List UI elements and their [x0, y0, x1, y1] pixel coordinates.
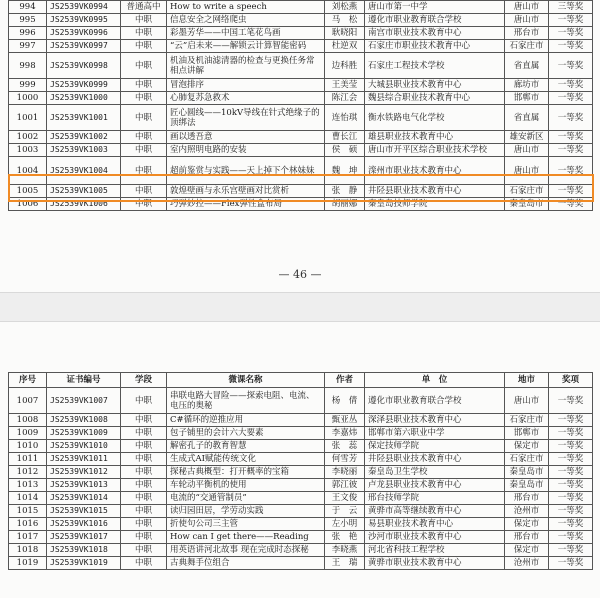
cell-stage: 普通高中 [121, 1, 167, 14]
cell-title: 信息安全之网络爬虫 [167, 14, 325, 27]
table-row [9, 505, 593, 518]
cell-unit: 易县职业技术教育中心 [365, 518, 505, 531]
cell-author: 郭江彼 [325, 479, 365, 492]
table-row [9, 105, 593, 131]
cell-no: 1018 [9, 544, 47, 557]
cell-cert: JS2539VK1004 [47, 157, 121, 185]
cell-unit: 深泽县职业技术教育中心 [365, 414, 505, 427]
cell-unit: 遵化市职业教育联合学校 [365, 14, 505, 27]
cell-unit: 南宫市职业技术教育中心 [365, 27, 505, 40]
cell-title: 匠心圆线——10kV导线在针式绝缘子的顶绑法 [167, 105, 325, 131]
cell-author: 李嘉炜 [325, 427, 365, 440]
table-row [9, 198, 593, 211]
cell-stage: 中职 [121, 479, 167, 492]
cell-title: 包子铺里的会计六大要素 [167, 427, 325, 440]
cell-cert: JS2539VK1008 [47, 414, 121, 427]
table-row [9, 544, 593, 557]
table-row [9, 479, 593, 492]
cell-no: 1015 [9, 505, 47, 518]
cell-cert: JS2539VK1019 [47, 557, 121, 570]
cell-no: 1009 [9, 427, 47, 440]
cell-title: 生成式AI赋能传统文化 [167, 453, 325, 466]
cell-city: 唐山市 [505, 144, 549, 157]
cell-author: 马 松 [325, 14, 365, 27]
document-page-lower [0, 322, 600, 598]
cell-author: 王美莹 [325, 79, 365, 92]
cell-cert: JS2539VK1012 [47, 466, 121, 479]
cell-no: 999 [9, 79, 47, 92]
cell-no: 997 [9, 40, 47, 53]
cell-title: 探秘古典概型：打开概率的宝箱 [167, 466, 325, 479]
cell-author: 曹长江 [325, 131, 365, 144]
cell-cert: JS2539VK1010 [47, 440, 121, 453]
cell-stage: 中职 [121, 53, 167, 79]
cell-award: 一等奖 [549, 131, 593, 144]
cell-city: 邢台市 [505, 531, 549, 544]
cell-unit: 滦州市职业技术教育中心 [365, 157, 505, 185]
cell-award: 一等奖 [549, 414, 593, 427]
cell-no: 1013 [9, 479, 47, 492]
cell-unit: 黄骅市高等继续教育中心 [365, 505, 505, 518]
cell-author: 张 静 [325, 185, 365, 198]
cell-city: 石家庄市 [505, 453, 549, 466]
cell-title: 巧弹妙控——Flex弹性盒布局 [167, 198, 325, 211]
table-row [9, 531, 593, 544]
cell-no: 1019 [9, 557, 47, 570]
header-city: 地市 [505, 373, 549, 388]
cell-city: 唐山市 [505, 157, 549, 185]
cell-unit: 大城县职业技术教育中心 [365, 79, 505, 92]
cell-award: 一等奖 [549, 144, 593, 157]
cell-city: 唐山市 [505, 14, 549, 27]
cell-stage: 中职 [121, 453, 167, 466]
cell-cert: JS2539VK0995 [47, 14, 121, 27]
cell-author: 边科胜 [325, 53, 365, 79]
cell-author: 魏 坤 [325, 157, 365, 185]
cell-stage: 中职 [121, 388, 167, 414]
cell-title: 室内照明电路的安装 [167, 144, 325, 157]
cell-city: 石家庄市 [505, 185, 549, 198]
page-separator [0, 292, 600, 322]
page-number: — 46 — [278, 268, 322, 281]
cell-stage: 中职 [121, 466, 167, 479]
cell-cert: JS2539VK1009 [47, 427, 121, 440]
cell-award: 一等奖 [549, 427, 593, 440]
cell-author: 于 云 [325, 505, 365, 518]
cell-award: 一等奖 [549, 198, 593, 211]
table-row [9, 492, 593, 505]
table-row [9, 40, 593, 53]
cell-title: 解密孔子的教育智慧 [167, 440, 325, 453]
cell-cert: JS2539VK1005 [47, 185, 121, 198]
table-row [9, 53, 593, 79]
cell-author: 张 艳 [325, 531, 365, 544]
cell-stage: 中职 [121, 518, 167, 531]
cell-stage: 中职 [121, 27, 167, 40]
cell-cert: JS2539VK1001 [47, 105, 121, 131]
cell-unit: 秦皇岛技师学院 [365, 198, 505, 211]
cell-no: 1007 [9, 388, 47, 414]
cell-city: 保定市 [505, 544, 549, 557]
cell-author: 连怡琪 [325, 105, 365, 131]
table-row [9, 14, 593, 27]
cell-city: 保定市 [505, 518, 549, 531]
cell-cert: JS2539VK1015 [47, 505, 121, 518]
cell-unit: 河北省科技工程学校 [365, 544, 505, 557]
cell-city: 廊坊市 [505, 79, 549, 92]
cell-author: 王文俊 [325, 492, 365, 505]
cell-stage: 中职 [121, 557, 167, 570]
cell-author: 侯 硕 [325, 144, 365, 157]
cell-unit: 沙河市职业技术教育中心 [365, 531, 505, 544]
cell-no: 1012 [9, 466, 47, 479]
table-row [9, 440, 593, 453]
cell-city: 邢台市 [505, 27, 549, 40]
document-page-upper [0, 0, 600, 292]
cell-unit: 石家庄市职业技术教育中心 [365, 40, 505, 53]
cell-city: 雄安新区 [505, 131, 549, 144]
cell-unit: 石家庄工程技术学校 [365, 53, 505, 79]
cell-stage: 中职 [121, 79, 167, 92]
cell-title: How to write a speech [167, 1, 325, 14]
cell-award: 一等奖 [549, 440, 593, 453]
table-row [9, 388, 593, 414]
cell-no: 1017 [9, 531, 47, 544]
cell-author: 王 瑞 [325, 557, 365, 570]
table-row [9, 79, 593, 92]
cell-title: 超前鉴赏与实践——天上掉下个林妹妹 [167, 157, 325, 185]
cell-no: 1003 [9, 144, 47, 157]
cell-author: 李晓丽 [325, 466, 365, 479]
table-row [9, 27, 593, 40]
cell-cert: JS2539VK1016 [47, 518, 121, 531]
cell-title: 折使句公司三主管 [167, 518, 325, 531]
table-row [9, 427, 593, 440]
header-title: 微课名称 [167, 373, 325, 388]
table-row [9, 518, 593, 531]
cell-title: C#循环的逆推应用 [167, 414, 325, 427]
cell-city: 沧州市 [505, 505, 549, 518]
cell-cert: JS2539VK0998 [47, 53, 121, 79]
header-no: 序号 [9, 373, 47, 388]
cell-award: 一等奖 [549, 544, 593, 557]
cell-no: 1010 [9, 440, 47, 453]
header-stage: 学段 [121, 373, 167, 388]
cell-city: 唐山市 [505, 1, 549, 14]
cell-city: 省直属 [505, 53, 549, 79]
cell-unit: 保定技师学院 [365, 440, 505, 453]
cell-cert: JS2539VK1013 [47, 479, 121, 492]
cell-stage: 中职 [121, 505, 167, 518]
cell-unit: 卢龙县职业技术教育中心 [365, 479, 505, 492]
cell-title: How can I get there——Reading [167, 531, 325, 544]
cell-stage: 中职 [121, 40, 167, 53]
cell-author: 杨 倩 [325, 388, 365, 414]
cell-unit: 衡水铁路电气化学校 [365, 105, 505, 131]
cell-no: 1004 [9, 157, 47, 185]
cell-no: 995 [9, 14, 47, 27]
awards-table-upper [8, 0, 593, 211]
cell-award: 一等奖 [549, 185, 593, 198]
cell-author: 刘松燕 [325, 1, 365, 14]
cell-stage: 中职 [121, 427, 167, 440]
cell-author: 张 蕊 [325, 440, 365, 453]
cell-cert: JS2539VK1000 [47, 92, 121, 105]
awards-table-upper-body [9, 1, 593, 211]
cell-unit: 魏县综合职业技术教育中心 [365, 92, 505, 105]
cell-city: 秦皇岛市 [505, 479, 549, 492]
cell-title: 机油及机油滤清器的检查与更换任务常相点讲解 [167, 53, 325, 79]
cell-author: 何雪芳 [325, 453, 365, 466]
cell-stage: 中职 [121, 105, 167, 131]
cell-city: 唐山市 [505, 388, 549, 414]
cell-author: 胡丽娜 [325, 198, 365, 211]
cell-no: 994 [9, 1, 47, 14]
cell-award: 一等奖 [549, 79, 593, 92]
cell-award: 三等奖 [549, 1, 593, 14]
cell-city: 石家庄市 [505, 414, 549, 427]
cell-stage: 中职 [121, 185, 167, 198]
cell-cert: JS2539VK1006 [47, 198, 121, 211]
cell-unit: 邢台技师学院 [365, 492, 505, 505]
cell-no: 996 [9, 27, 47, 40]
cell-cert: JS2539VK1011 [47, 453, 121, 466]
cell-no: 1002 [9, 131, 47, 144]
cell-title: 画以透吾意 [167, 131, 325, 144]
table-row [9, 185, 593, 198]
table-row [9, 1, 593, 14]
cell-city: 邯郸市 [505, 427, 549, 440]
cell-award: 一等奖 [549, 388, 593, 414]
table-row [9, 92, 593, 105]
cell-author: 李晓燕 [325, 544, 365, 557]
table-row [9, 453, 593, 466]
cell-no: 998 [9, 53, 47, 79]
table-row [9, 157, 593, 185]
cell-cert: JS2539VK0999 [47, 79, 121, 92]
cell-title: 用英语讲河北故事 现在完成时态探秘 [167, 544, 325, 557]
cell-award: 一等奖 [549, 492, 593, 505]
cell-title: 彩墨芳华——中国工笔花鸟画 [167, 27, 325, 40]
cell-stage: 中职 [121, 14, 167, 27]
cell-stage: 中职 [121, 492, 167, 505]
cell-award: 一等奖 [549, 531, 593, 544]
cell-award: 一等奖 [549, 479, 593, 492]
table-row [9, 466, 593, 479]
cell-title: 读归园田居，学劳动实践 [167, 505, 325, 518]
cell-award: 一等奖 [549, 92, 593, 105]
header-unit: 单 位 [365, 373, 505, 388]
cell-title: 冒泡排序 [167, 79, 325, 92]
cell-award: 一等奖 [549, 53, 593, 79]
cell-title: 古典舞手位组合 [167, 557, 325, 570]
cell-no: 1014 [9, 492, 47, 505]
cell-title: 车轮动平衡机的使用 [167, 479, 325, 492]
cell-cert: JS2539VK1007 [47, 388, 121, 414]
cell-cert: JS2539VK0997 [47, 40, 121, 53]
cell-award: 一等奖 [549, 157, 593, 185]
cell-author: 甄亚丛 [325, 414, 365, 427]
awards-table-lower [8, 372, 593, 570]
cell-no: 1000 [9, 92, 47, 105]
cell-stage: 中职 [121, 198, 167, 211]
cell-unit: 雄县职业技术教育中心 [365, 131, 505, 144]
cell-unit: 黄骅市职业技术教育中心 [365, 557, 505, 570]
cell-author: 陈江会 [325, 92, 365, 105]
cell-stage: 中职 [121, 131, 167, 144]
cell-city: 邯郸市 [505, 92, 549, 105]
cell-city: 秦皇岛市 [505, 466, 549, 479]
cell-city: 秦皇岛市 [505, 198, 549, 211]
cell-stage: 中职 [121, 531, 167, 544]
cell-no: 1001 [9, 105, 47, 131]
cell-stage: 中职 [121, 144, 167, 157]
table-row [9, 414, 593, 427]
cell-unit: 邯郸市第六职业中学 [365, 427, 505, 440]
cell-author: 耿晓阳 [325, 27, 365, 40]
cell-award: 一等奖 [549, 466, 593, 479]
cell-stage: 中职 [121, 414, 167, 427]
cell-cert: JS2539VK1018 [47, 544, 121, 557]
cell-author: 杜逆双 [325, 40, 365, 53]
cell-cert: JS2539VK1017 [47, 531, 121, 544]
cell-cert: JS2539VK1002 [47, 131, 121, 144]
table-row [9, 131, 593, 144]
cell-stage: 中职 [121, 440, 167, 453]
cell-stage: 中职 [121, 92, 167, 105]
cell-city: 省直属 [505, 105, 549, 131]
cell-unit: 秦皇岛卫生学校 [365, 466, 505, 479]
cell-cert: JS2539VK0996 [47, 27, 121, 40]
cell-no: 1005 [9, 185, 47, 198]
cell-cert: JS2539VK1003 [47, 144, 121, 157]
cell-title: “云”启未来——解锁云计算智能密码 [167, 40, 325, 53]
cell-stage: 中职 [121, 544, 167, 557]
cell-unit: 唐山市第一中学 [365, 1, 505, 14]
cell-award: 一等奖 [549, 14, 593, 27]
cell-no: 1016 [9, 518, 47, 531]
cell-city: 邢台市 [505, 492, 549, 505]
awards-table-lower-body [9, 388, 593, 570]
cell-cert: JS2539VK1014 [47, 492, 121, 505]
header-author: 作者 [325, 373, 365, 388]
cell-title: 心肺复苏急救术 [167, 92, 325, 105]
cell-award: 一等奖 [549, 505, 593, 518]
table-row [9, 144, 593, 157]
cell-cert: JS2539VK0994 [47, 1, 121, 14]
cell-author: 左小明 [325, 518, 365, 531]
cell-title: 串联电路大冒险——探索电阻、电流、电压的奥秘 [167, 388, 325, 414]
cell-city: 保定市 [505, 440, 549, 453]
cell-title: 敦煌壁画与永乐宫壁画对比赏析 [167, 185, 325, 198]
cell-title: 电流的“交通管制员” [167, 492, 325, 505]
cell-award: 一等奖 [549, 518, 593, 531]
cell-award: 一等奖 [549, 27, 593, 40]
header-cert: 证书编号 [47, 373, 121, 388]
cell-no: 1011 [9, 453, 47, 466]
table-row [9, 557, 593, 570]
cell-city: 石家庄市 [505, 40, 549, 53]
cell-award: 一等奖 [549, 105, 593, 131]
cell-award: 一等奖 [549, 557, 593, 570]
cell-award: 一等奖 [549, 453, 593, 466]
cell-unit: 井陉县职业技术教育中心 [365, 453, 505, 466]
table-header-row [9, 373, 593, 388]
header-award: 奖项 [549, 373, 593, 388]
cell-award: 一等奖 [549, 40, 593, 53]
cell-unit: 唐山市开平区综合职业技术学校 [365, 144, 505, 157]
cell-no: 1008 [9, 414, 47, 427]
cell-no: 1006 [9, 198, 47, 211]
cell-unit: 遵化市职业教育联合学校 [365, 388, 505, 414]
cell-stage: 中职 [121, 157, 167, 185]
cell-city: 沧州市 [505, 557, 549, 570]
cell-unit: 井陉县职业技术教育中心 [365, 185, 505, 198]
